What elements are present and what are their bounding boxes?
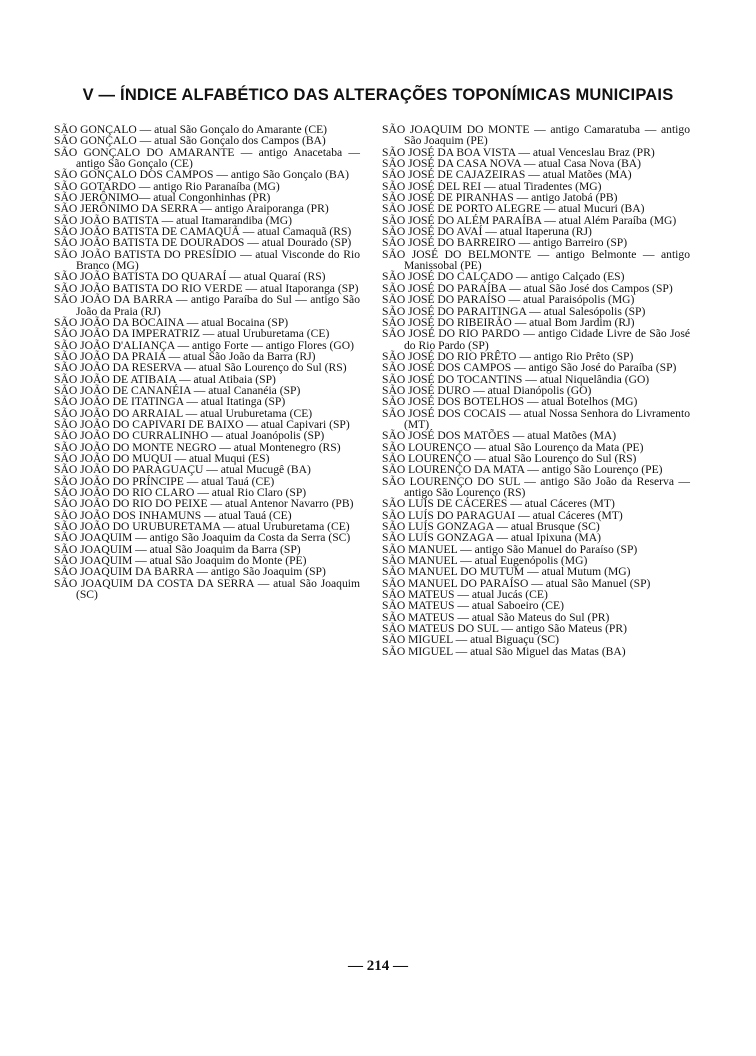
index-entry: SÃO JOÃO DO CURRALINHO — atual Joanópolis (SP) (54, 429, 325, 443)
index-entry: SÃO JOSÉ DO RIO PRÊTO — antigo Rio Prêto (SP) (382, 349, 634, 363)
index-entry: SÃO JOAQUIM — antigo São Joaquim da Costa da Serra (SC) (54, 531, 351, 545)
index-entry: SÃO JOSÉ DA CASA NOVA — atual Casa Nova (BA) (382, 157, 642, 171)
index-entry: SÃO MATEUS — atual São Mateus do Sul (PR) (382, 610, 610, 624)
index-entry: SÃO JOSÉ DO RIBEIRÃO — atual Bom Jardim (RJ) (382, 315, 635, 329)
index-entry: SÃO JOSÉ DO PARAITINGA — atual Salesópolis (SP) (382, 304, 646, 318)
index-entry: SÃO MANUEL — antigo São Manuel do Paraíso (SP) (382, 542, 638, 556)
index-entry: SÃO JOSÉ DOS BOTELHOS — atual Botelhos (MG) (382, 395, 638, 409)
index-entry: SÃO JOSÉ DO BARREIRO — antigo Barreiro (SP) (382, 236, 628, 250)
index-entry: SÃO JOÃO DO MONTE NEGRO — atual Montenegro (RS) (54, 440, 341, 454)
index-entry: SÃO JOÃO DE ITATINGA — atual Itatinga (SP) (54, 395, 286, 409)
index-entry: SÃO LOURENÇO DO SUL — antigo São João da Reserva — antigo São Lourenço (RS) (382, 474, 690, 499)
index-entry: SÃO JOSÉ DEL REI — atual Tiradentes (MG) (382, 179, 602, 193)
index-entry: SÃO JOÃO DO MUQUI — atual Muqui (ES) (54, 451, 270, 465)
index-entry: SÃO JOÃO DO CAPIVARI DE BAIXO — atual Capivari (SP) (54, 417, 350, 431)
index-entry: SÃO JOÃO DE ATIBAIA — atual Atibaia (SP) (54, 372, 276, 386)
index-entry: SÃO GONÇALO — atual São Gonçalo dos Campos (BA) (54, 134, 326, 148)
index-entry: SÃO JOAQUIM — atual São Joaquim do Monte (PE) (54, 554, 307, 568)
index-entry: SÃO JOSÉ DO RIO PARDO — antigo Cidade Livre de São José do Rio Pardo (SP) (382, 327, 690, 352)
index-entry: SÃO JOSÉ DO ALÉM PARAÍBA — atual Além Paraíba (MG) (382, 213, 677, 227)
index-entry: SÃO JOSÉ DO BELMONTE — antigo Belmonte — antigo Manissobal (PE) (382, 247, 690, 273)
left-column (54, 124, 360, 600)
index-entry: SÃO JOÃO DO URUBURETAMA — atual Uruburetama (CE) (54, 520, 350, 534)
index-entry: SÃO LUÍS DE CÁCERES — atual Cáceres (MT) (382, 497, 615, 511)
index-entry: SÃO JOSÉ DO PARAÍSO — atual Paraisópolis (MG) (382, 293, 635, 307)
index-entry: SÃO MATEUS DO SUL — antigo São Mateus (PR) (382, 622, 627, 636)
index-entry: SÃO JERÔNIMO— atual Congonhinhas (PR) (54, 191, 271, 205)
index-entry: SÃO MANUEL DO MUTUM — atual Mutum (MG) (382, 565, 631, 579)
index-entry: SÃO JOSÉ DO PARAÍBA — atual São José dos Campos (SP) (382, 281, 673, 295)
index-entry: SÃO JOÃO DA IMPERATRIZ — atual Uruburetama (CE) (54, 327, 330, 341)
index-entry: SÃO LOURENÇO DA MATA — antigo São Lourenço (PE) (382, 463, 663, 477)
index-entry: SÃO JOSÉ DO CALÇADO — antigo Calçado (ES) (382, 270, 625, 284)
index-entry: SÃO JOSÉ DOS CAMPOS — antigo São José do Paraíba (SP) (382, 361, 677, 375)
index-entry: SÃO JOSÉ DO TOCANTINS — atual Niquelândia (GO) (382, 372, 650, 386)
index-entry: SÃO MANUEL — atual Eugenópolis (MG) (382, 554, 588, 568)
index-entry: SÃO LUÍS GONZAGA — atual Brusque (SC) (382, 520, 600, 534)
index-entry: SÃO MATEUS — atual Saboeiro (CE) (382, 599, 564, 613)
index-entry: SÃO JOÃO BATISTA DE DOURADOS — atual Dourado (SP) (54, 236, 352, 250)
index-entry: SÃO JOSÉ DE CAJAZEIRAS — atual Matões (MA) (382, 168, 632, 182)
index-entry: SÃO JOÃO D'ALIANÇA — antigo Forte — antigo Flores (GO) (54, 338, 354, 352)
index-entry: SÃO JOAQUIM — atual São Joaquim da Barra (SP) (54, 542, 301, 556)
index-entry: SÃO JOÃO BATISTA DO QUARAÍ — atual Quaraí (RS) (54, 270, 326, 284)
index-entry: SÃO JOSÉ DURO — atual Dianópolis (GO) (382, 383, 592, 397)
right-column (382, 124, 690, 657)
index-entry: SÃO LUÍS DO PARAGUAI — atual Cáceres (MT) (382, 508, 623, 522)
index-entry: SÃO GONÇALO — atual São Gonçalo do Amarante (CE) (54, 123, 328, 136)
index-entry: SÃO JOÃO DO PRÍNCIPE — atual Tauá (CE) (54, 474, 275, 488)
index-entry: SÃO LOURENÇO — atual São Lourenço da Mata (PE) (382, 440, 644, 454)
index-entry: SÃO JOÃO DA PRAIA — atual São João da Barra (RJ) (54, 349, 316, 363)
index-entry: SÃO JOSÉ DOS MATÕES — atual Matões (MA) (382, 429, 617, 443)
index-entry: SÃO JOAQUIM DA COSTA DA SERRA — atual São Joaquim (SC) (54, 576, 360, 602)
index-entry: SÃO JOÃO BATISTA DO PRESÍDIO — atual Visconde do Rio Branco (MG) (54, 247, 360, 273)
index-entry: SÃO JOÃO DO ARRAIAL — atual Uruburetama (CE) (54, 406, 313, 420)
index-entry: SÃO JOÃO DA RESERVA — atual São Lourenço do Sul (RS) (54, 361, 347, 375)
page-number: — 214 — (348, 958, 408, 974)
index-entry: SÃO JOAQUIM DA BARRA — antigo São Joaquim (SP) (54, 565, 326, 579)
index-entry: SÃO LOURENÇO — atual São Lourenço do Sul (RS) (382, 451, 637, 465)
index-entry: SÃO JOSÉ DA BOA VISTA — atual Venceslau Braz (PR) (382, 145, 655, 159)
index-entry: SÃO JOSÉ DOS COCAIS — atual Nossa Senhora do Livramento (MT) (382, 406, 690, 431)
index-entry: SÃO JOÃO DE CANANÉIA — atual Cananéia (SP) (54, 383, 301, 397)
index-entry: SÃO JOAQUIM DO MONTE — antigo Camaratuba — antigo São Joaquim (PE) (382, 123, 690, 148)
index-entry: SÃO MIGUEL — atual São Miguel das Matas (BA) (382, 644, 626, 658)
index-entry: SÃO JOÃO DA BARRA — antigo Paraíba do Sul — antigo São João da Praia (RJ) (54, 293, 360, 318)
index-entry: SÃO JOSÉ DO AVAÍ — atual Itaperuna (RJ) (382, 225, 592, 239)
index-entry: SÃO GONÇALO DO AMARANTE — antigo Anacetaba — antigo São Gonçalo (CE) (54, 145, 360, 171)
index-entry: SÃO JOÃO BATISTA DE CAMAQUÃ — atual Camaquã (RS) (54, 225, 352, 239)
page-heading: V — ÍNDICE ALFABÉTICO DAS ALTERAÇÕES TOPONÍMICAS MUNICIPAIS (82, 86, 674, 104)
index-entry: SÃO MANUEL DO PARAÍSO — atual São Manuel (SP) (382, 576, 651, 590)
index-entry: SÃO JOÃO BATISTA — atual Itamarandiba (MG) (54, 213, 292, 227)
index-entry: SÃO JERÔNIMO DA SERRA — antigo Araiporanga (PR) (54, 202, 329, 216)
index-entry: SÃO LUÍS GONZAGA — atual Ipixuna (MA) (382, 531, 601, 545)
index-entry: SÃO JOÃO DOS INHAMUNS — atual Tauá (CE) (54, 508, 292, 522)
index-entry: SÃO JOSÉ DE PORTO ALEGRE — atual Mucuri (BA) (382, 202, 645, 216)
index-entry: SÃO MATEUS — atual Jucás (CE) (382, 588, 548, 602)
index-entry: SÃO JOÃO DA BOCAINA — atual Bocaina (SP) (54, 315, 289, 329)
index-entry: SÃO GONÇALO DOS CAMPOS — antigo São Gonçalo (BA) (54, 168, 350, 182)
index-entry: SÃO JOÃO DO RIO CLARO — atual Rio Claro (SP) (54, 486, 307, 499)
index-entry: SÃO JOÃO DO PARAGUAÇU — atual Mucugê (BA) (54, 463, 311, 477)
index-entry: SÃO JOSÉ DE PIRANHAS — antigo Jatobá (PB) (382, 191, 618, 205)
index-entry: SÃO JOÃO BATISTA DO RIO VERDE — atual Itaporanga (SP) (54, 281, 359, 295)
index-entry: SÃO GOTARDO — antigo Rio Paranaíba (MG) (54, 179, 280, 193)
index-entry: SÃO MIGUEL — atual Biguaçu (SC) (382, 633, 559, 647)
index-entry: SÃO JOÃO DO RIO DO PEIXE — atual Antenor Navarro (PB) (54, 497, 354, 511)
